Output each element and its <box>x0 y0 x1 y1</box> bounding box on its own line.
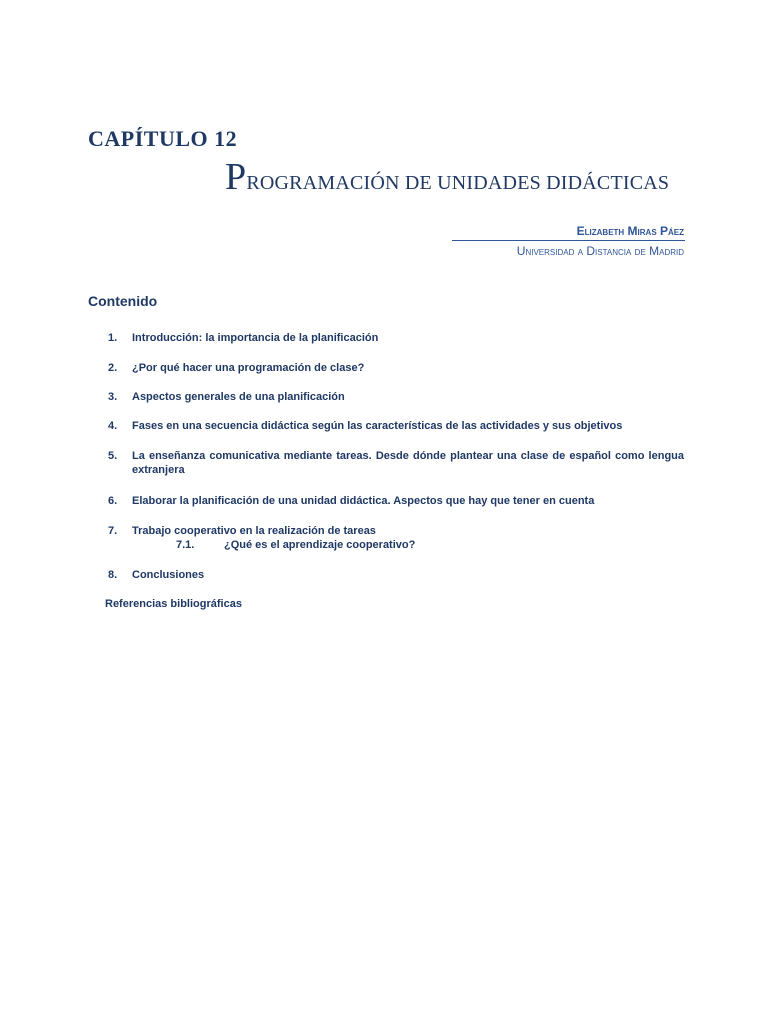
chapter-label: CAPÍTULO 12 <box>88 126 238 151</box>
toc-item-text: Aspectos generales de una planificación <box>132 391 345 403</box>
toc-item-number: 6. <box>108 495 118 507</box>
toc-subitem-number: 7.1. <box>176 539 195 551</box>
chapter-title-initial: P <box>225 156 247 198</box>
author-name: Elizabeth Miras Páez <box>576 224 684 238</box>
chapter-title-rest: ROGRAMACIÓN DE UNIDADES DIDÁCTICAS <box>246 172 670 194</box>
toc-item-text: Introducción: la importancia de la planificación <box>132 332 379 344</box>
toc-item-2[interactable] <box>108 361 684 375</box>
toc-item-8[interactable] <box>108 568 684 582</box>
toc-item-number: 4. <box>108 420 118 432</box>
chapter-title <box>225 158 669 196</box>
author-divider <box>452 240 685 241</box>
toc-item-number: 3. <box>108 391 118 403</box>
toc-item-text: Elaborar la planificación de una unidad didáctica. Aspectos que hay que tener en cuenta <box>132 495 595 507</box>
toc-item-number: 2. <box>108 362 118 374</box>
toc-subitem-7-1[interactable] <box>176 539 415 551</box>
toc-item-6[interactable] <box>108 494 684 508</box>
toc-item-1[interactable] <box>108 331 684 345</box>
toc-item-text: ¿Por qué hacer una programación de clase? <box>132 362 365 374</box>
toc-item-number: 7. <box>108 525 118 537</box>
toc-item-number: 5. <box>108 450 118 462</box>
toc-item-text: Trabajo cooperativo en la realización de tareas <box>132 525 376 537</box>
toc-item-text: Fases en una secuencia didáctica según las características de las actividades y sus objetivos <box>132 420 623 432</box>
author-affiliation: Universidad a Distancia de Madrid <box>516 244 684 258</box>
toc-subitem-text: ¿Qué es el aprendizaje cooperativo? <box>224 539 416 551</box>
toc-item-text: La enseñanza comunicativa mediante tareas. Desde dónde plantear una clase de español como lengua extranjera <box>132 450 684 476</box>
toc-references[interactable]: Referencias bibliográficas <box>105 598 242 610</box>
toc-item-text: Conclusiones <box>132 569 205 581</box>
toc-item-3[interactable] <box>108 390 684 404</box>
toc-item-4[interactable] <box>108 419 684 433</box>
toc-item-number: 1. <box>108 332 118 344</box>
toc-item-number: 8. <box>108 569 118 581</box>
toc-item-5[interactable] <box>108 449 684 477</box>
toc-heading: Contenido <box>88 293 158 309</box>
toc-item-7[interactable] <box>108 524 684 538</box>
